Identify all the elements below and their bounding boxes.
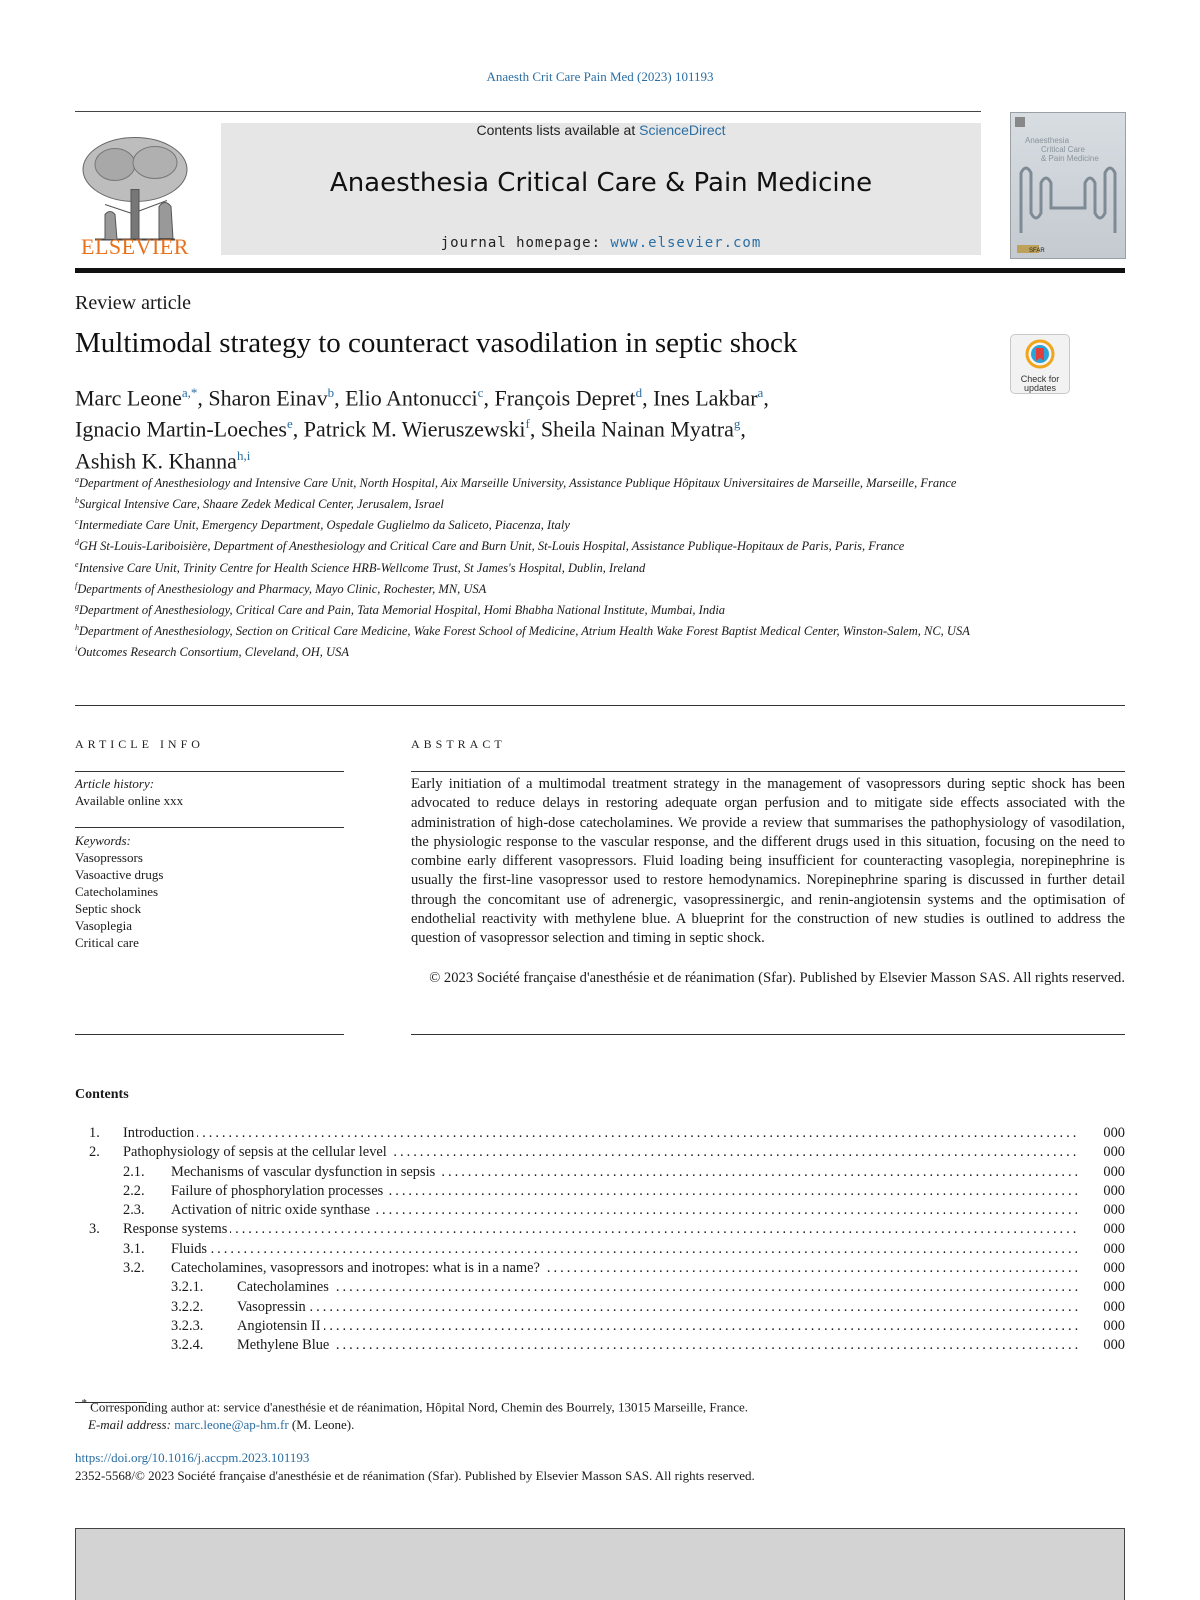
article-title: Multimodal strategy to counteract vasodilation in septic shock (75, 327, 798, 359)
masthead-bottom-rule (75, 268, 1125, 273)
divider (75, 705, 1125, 706)
homepage-link[interactable]: www.elsevier.com (610, 235, 762, 251)
affiliation-key: c (75, 517, 79, 527)
author-name: Sheila Nainan Myatra (540, 416, 734, 442)
toc-page: 000 (1103, 1163, 1125, 1180)
toc-page: 000 (1103, 1317, 1125, 1334)
author-name: Elio Antonucci (345, 385, 478, 411)
affiliation-text: GH St-Louis-Lariboisière, Department of Anesthesiology and Critical Care and Burn Unit, St-Louis Hospital, Assistance Publique-Hopitaux de Paris, Paris, France (79, 539, 905, 554)
toc-item[interactable] (75, 1124, 1125, 1143)
divider (75, 771, 344, 772)
divider (411, 1034, 1125, 1035)
toc-number: 3.2. (123, 1260, 145, 1277)
article-info-heading: ARTICLE INFO (75, 737, 204, 751)
abstract-body: Early initiation of a multimodal treatment strategy in the management of vasopressors during septic shock has been advocated to reduce delays in restoring adequate organ perfusion and to mitigate side effects associated with the administration of high-dose catecholamines. We provide a review that summarises the pathophysiology of vasodilation, the physiologic response to the vascular response, and the different drugs used in this situation, focusing on the need to combine early different vasopressors. Fluid loading being insufficient for counteracting vasoplegia, norepinephrine is usually the first-line vasopressor used to restore hemodynamics. Norepinephrine sparing is discussed in further detail through the concomitant use of adrenergic, vasopressinergic, and renin-angiotensin systems and the optimisation of endothelial reactivity with methylene blue. A blueprint for the construction of new studies is outlined to address the question of vasopressor selection and timing in septic shock. (411, 776, 1125, 947)
toc-number: 2.2. (123, 1182, 145, 1199)
toc-number: 2.1. (123, 1163, 145, 1180)
author-affiliation-ref[interactable]: c (477, 385, 484, 400)
table-of-contents (75, 1124, 1125, 1356)
affiliation-text: Departments of Anesthesiology and Pharmacy, Mayo Clinic, Rochester, MN, USA (77, 581, 487, 596)
author-name: Patrick M. Wieruszewski (303, 416, 526, 442)
affiliation-key: h (75, 623, 79, 633)
toc-number: 3.2.2. (171, 1298, 204, 1315)
toc-title: Fluids (171, 1241, 210, 1257)
journal-homepage-line (221, 235, 981, 251)
keyword: Vasoactive drugs (75, 867, 164, 882)
affiliation-item (75, 598, 980, 619)
affiliation-text: Department of Anesthesiology, Section on Critical Care Medicine, Wake Forest School of Medicine, Atrium Health Wake Forest Baptist Medical Center, Winston-Salem, NC, USA (79, 624, 970, 639)
doi-link[interactable]: https://doi.org/10.1016/j.accpm.2023.101193 (75, 1450, 310, 1465)
keywords-block (75, 832, 344, 951)
affiliation-key: f (75, 580, 78, 590)
affiliation-key: a (75, 475, 79, 484)
journal-cover-thumbnail[interactable] (1010, 112, 1126, 259)
toc-number: 1. (89, 1125, 100, 1141)
article-history-label: Article history: (75, 776, 155, 791)
toc-item[interactable] (75, 1317, 1125, 1336)
keyword: Vasopressors (75, 850, 143, 865)
affiliation-text: Department of Anesthesiology and Intensive Care Unit, North Hospital, Aix Marseille University, Assistance Publique Hôpitaux Universitaires de Marseille, Marseille, France (79, 476, 957, 491)
keyword: Critical care (75, 935, 139, 950)
affiliation-item (75, 492, 980, 513)
toc-number: 3. (89, 1221, 100, 1238)
toc-page: 000 (1103, 1298, 1125, 1315)
toc-title: Mechanisms of vascular dysfunction in sepsis (171, 1164, 438, 1180)
corresponding-author-footnote (75, 1394, 1125, 1434)
crossmark-icon (1025, 339, 1055, 369)
affiliation-item (75, 556, 980, 577)
toc-page: 000 (1103, 1279, 1125, 1296)
contents-heading: Contents (75, 1087, 129, 1102)
journal-cover-art-icon (1011, 113, 1125, 258)
affiliation-item (75, 619, 980, 640)
toc-item[interactable] (75, 1201, 1125, 1220)
running-head[interactable]: Anaesth Crit Care Pain Med (2023) 101193 (486, 69, 714, 84)
affiliation-item (75, 513, 980, 534)
abstract-copyright: © 2023 Société française d'anesthésie et de réanimation (Sfar). Published by Elsevier Masson SAS. All rights reserved. (429, 970, 1125, 986)
divider (75, 827, 344, 828)
toc-page: 000 (1103, 1337, 1125, 1354)
keyword: Septic shock (75, 901, 142, 916)
affiliation-text: Intermediate Care Unit, Emergency Department, Ospedale Guglielmo da Saliceto, Piacenza, Italy (78, 518, 570, 533)
affiliation-key: b (75, 496, 79, 506)
toc-item[interactable] (75, 1220, 1125, 1239)
toc-title: Angiotensin II (237, 1318, 324, 1334)
toc-title: Failure of phosphorylation processes (171, 1183, 386, 1199)
toc-item[interactable] (75, 1143, 1125, 1162)
toc-page: 000 (1103, 1202, 1125, 1219)
toc-number: 3.2.3. (171, 1317, 204, 1334)
affiliation-item (75, 471, 980, 492)
author-name: Ignacio Martin-Loeches (75, 416, 287, 442)
toc-title: Pathophysiology of sepsis at the cellular level (123, 1144, 390, 1160)
cover-sfar-badge: SFAR (1029, 248, 1045, 254)
toc-page: 000 (1103, 1221, 1125, 1238)
toc-item[interactable] (75, 1163, 1125, 1182)
toc-title: Catecholamines (237, 1279, 332, 1295)
author-affiliation-ref[interactable]: a (757, 385, 764, 400)
affiliation-text: Surgical Intensive Care, Shaare Zedek Medical Center, Jerusalem, Israel (79, 497, 444, 512)
toc-item[interactable] (75, 1240, 1125, 1259)
keyword: Catecholamines (75, 884, 159, 899)
toc-item[interactable] (75, 1259, 1125, 1278)
keyword: Vasoplegia (75, 918, 133, 933)
toc-title: Catecholamines, vasopressors and inotropes: what is in a name? (171, 1260, 543, 1276)
affiliation-text: Outcomes Research Consortium, Cleveland, OH, USA (77, 645, 349, 660)
affiliation-list (75, 471, 980, 661)
check-for-updates-label: Check for updates (1020, 374, 1060, 393)
toc-page: 000 (1103, 1144, 1125, 1161)
contents-available-line (221, 122, 981, 138)
email-label: E-mail address: (88, 1417, 171, 1433)
homepage-prefix: journal homepage: (440, 235, 611, 251)
page-footer-box (75, 1528, 1125, 1600)
cover-title-text: Anaesthesia Critical Care & Pain Medicine (1025, 136, 1099, 163)
affiliation-text: Intensive Care Unit, Trinity Centre for Health Science HRB-Wellcome Trust, St James's Hospital, Dublin, Ireland (78, 560, 646, 575)
divider (411, 771, 1125, 772)
article-history-value: Available online xxx (75, 793, 184, 808)
keywords-label: Keywords: (75, 833, 131, 848)
toc-number: 3.2.4. (171, 1337, 204, 1354)
toc-number: 2. (89, 1144, 100, 1161)
author-affiliation-ref[interactable]: d (635, 385, 643, 400)
toc-page: 000 (1103, 1125, 1125, 1141)
author-affiliation-ref[interactable]: h,i (236, 447, 251, 463)
author-affiliation-ref[interactable]: e (286, 416, 293, 432)
affiliation-key: d (75, 538, 79, 548)
toc-page: 000 (1103, 1240, 1125, 1257)
corresponding-text: Corresponding author at: service d'anesthésie et de réanimation, Hôpital Nord, Chemin des Bourrely, 13015 Marseille, France. (90, 1399, 748, 1415)
sciencedirect-link[interactable]: ScienceDirect (639, 122, 726, 138)
affiliation-key: g (75, 601, 79, 611)
email-suffix: (M. Leone). (291, 1417, 355, 1433)
elsevier-wordmark[interactable]: ELSEVIER (81, 234, 189, 259)
author-name: Ashish K. Khanna (75, 447, 237, 473)
toc-title: Vasopressin (237, 1299, 309, 1315)
affiliation-item (75, 577, 980, 598)
toc-page: 000 (1103, 1260, 1125, 1277)
check-for-updates-button[interactable] (1010, 334, 1070, 394)
author-affiliation-ref[interactable]: f (525, 416, 530, 432)
toc-item[interactable] (75, 1336, 1125, 1355)
article-type: Review article (75, 292, 192, 314)
article-history (75, 775, 344, 809)
author-list: Marc Leone$^{a,*}$, Sharon Einav$^b$, Elio Antonucci$^c$, François Depret$^d$, Ines Lakbar$^a$, Ignacio Martin-Loeches$^e$, Patrick M. Wieruszewski$^f$, Sheila Nainan Myatra$^g$, Ashish K. Khanna$^{h,i}$ (75, 385, 769, 473)
toc-item[interactable] (75, 1182, 1125, 1201)
contents-prefix: Contents lists available at (476, 122, 640, 138)
affiliation-text: Department of Anesthesiology, Critical Care and Pain, Tata Memorial Hospital, Homi Bhabha National Institute, Mumbai, India (79, 603, 726, 618)
author-name: Ines Lakbar (653, 385, 758, 411)
email-link[interactable]: marc.leone@ap-hm.fr (174, 1417, 289, 1433)
author-name: François Depret (494, 385, 636, 411)
masthead-top-rule (75, 111, 981, 112)
toc-page: 000 (1103, 1182, 1125, 1199)
journal-name: Anaesthesia Critical Care & Pain Medicine (329, 168, 873, 198)
author-affiliation-ref[interactable]: g (733, 416, 741, 432)
affiliation-item (75, 640, 980, 661)
affiliation-key: i (75, 644, 78, 654)
affiliation-item (75, 534, 980, 555)
author-name: Marc Leone (75, 385, 182, 411)
toc-title: Methylene Blue (237, 1337, 332, 1353)
toc-title: Response systems (123, 1221, 230, 1237)
toc-item[interactable] (75, 1278, 1125, 1297)
toc-number: 3.2.1. (171, 1279, 204, 1296)
abstract-heading: ABSTRACT (411, 737, 506, 751)
footnote-marker: * (81, 1397, 87, 1409)
toc-number: 3.1. (123, 1240, 145, 1257)
toc-title: Activation of nitric oxide synthase (171, 1202, 373, 1218)
affiliation-key: e (75, 559, 79, 569)
divider (75, 1034, 344, 1035)
author-affiliation-ref[interactable]: a,* (181, 385, 198, 400)
issn-copyright-line: 2352-5568/© 2023 Société française d'anesthésie et de réanimation (Sfar). Published by Elsevier Masson SAS. All rights reserved. (75, 1468, 755, 1483)
toc-item[interactable] (75, 1298, 1125, 1317)
toc-title: Introduction (123, 1125, 197, 1141)
toc-number: 2.3. (123, 1202, 145, 1219)
author-name: Sharon Einav (208, 385, 328, 411)
author-affiliation-ref[interactable]: b (327, 385, 335, 400)
